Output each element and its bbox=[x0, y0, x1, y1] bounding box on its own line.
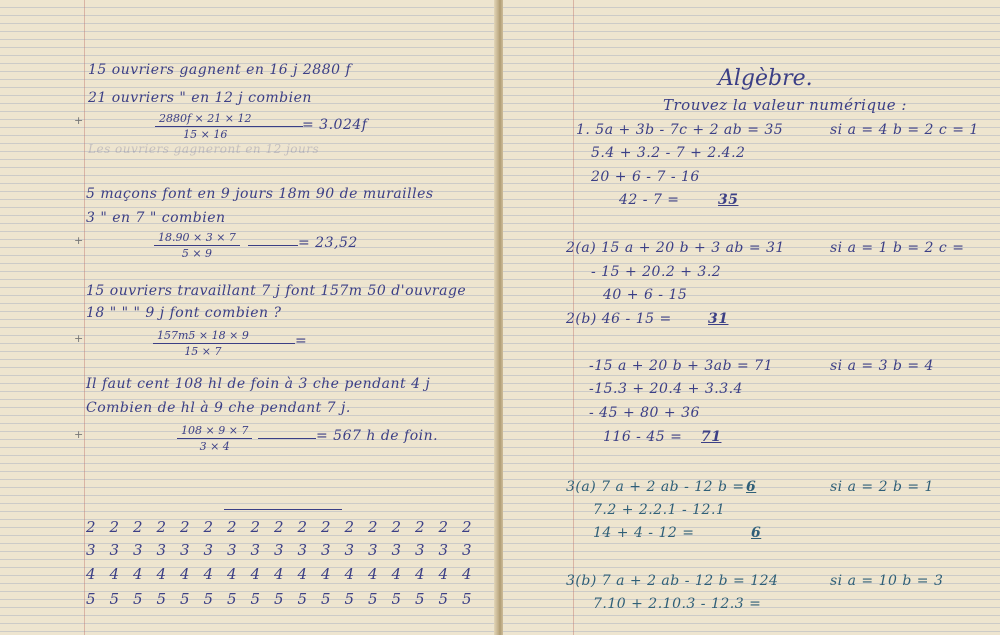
problem4-line2: Combien de hl à 9 che pendant 7 j. bbox=[86, 400, 351, 416]
margin-mark: + bbox=[74, 428, 84, 441]
digit: 2 bbox=[321, 518, 331, 536]
digit-row-2 bbox=[86, 518, 486, 536]
digit: 5 bbox=[297, 590, 308, 608]
ex2b-line: 2(b) 46 - 15 = bbox=[566, 311, 672, 327]
digit: 5 bbox=[250, 590, 261, 608]
digit: 5 bbox=[344, 590, 355, 608]
ex2c-step3: 116 - 45 = bbox=[603, 429, 683, 445]
digit: 3 bbox=[297, 541, 308, 559]
ex1-step1: 5.4 + 3.2 - 7 + 2.4.2 bbox=[591, 145, 746, 161]
ex3b-expression: 3(b) 7 a + 2 ab - 12 b = 124 bbox=[566, 573, 779, 589]
fraction-numerator: 108 × 9 × 7 bbox=[177, 424, 252, 439]
digit: 2 bbox=[297, 518, 308, 536]
problem3-fraction bbox=[153, 329, 253, 358]
digit: 2 bbox=[180, 518, 190, 536]
page-subtitle: Trouvez la valeur numérique : bbox=[663, 96, 907, 114]
problem4-result: = 567 h de foin. bbox=[316, 428, 439, 444]
ex2b-answer: 31 bbox=[708, 311, 729, 327]
ex2c-step2: - 45 + 80 + 36 bbox=[589, 405, 700, 421]
digit: 3 bbox=[227, 541, 237, 559]
digit: 5 bbox=[462, 590, 472, 608]
digit: 4 bbox=[321, 565, 331, 583]
digit: 5 bbox=[274, 590, 284, 608]
digit-row-5 bbox=[86, 590, 486, 608]
digit: 5 bbox=[391, 590, 402, 608]
digit: 4 bbox=[438, 565, 449, 583]
digit: 3 bbox=[250, 541, 261, 559]
digit: 3 bbox=[368, 541, 378, 559]
ex2c-answer: 71 bbox=[701, 429, 722, 445]
digit-row-3 bbox=[86, 541, 486, 559]
ex3a-inline-answer: 6 bbox=[746, 479, 757, 495]
problem3-line2: 18 " " " 9 j font combien ? bbox=[86, 305, 282, 321]
digit: 4 bbox=[86, 565, 96, 583]
digit: 5 bbox=[368, 590, 378, 608]
fraction-rule bbox=[248, 245, 298, 246]
ex2a-step2: 40 + 6 - 15 bbox=[603, 287, 688, 303]
fraction-numerator: 2880f × 21 × 12 bbox=[155, 112, 255, 127]
problem1-fraction bbox=[155, 112, 255, 141]
digit: 2 bbox=[250, 518, 261, 536]
ex3b-condition: si a = 10 b = 3 bbox=[830, 573, 944, 589]
ex3a-step2: 14 + 4 - 12 = bbox=[593, 525, 695, 541]
problem1-line1: 15 ouvriers gagnent en 16 j 2880 f bbox=[88, 62, 352, 78]
digit: 2 bbox=[109, 518, 120, 536]
digit: 2 bbox=[86, 518, 96, 536]
digit: 5 bbox=[227, 590, 237, 608]
problem1-result: = 3.024f bbox=[302, 117, 368, 133]
margin-mark: + bbox=[74, 234, 84, 247]
left-page bbox=[0, 0, 497, 635]
margin-line bbox=[84, 0, 85, 635]
digit: 2 bbox=[368, 518, 378, 536]
digit: 4 bbox=[462, 565, 472, 583]
digit: 4 bbox=[344, 565, 355, 583]
digit: 5 bbox=[438, 590, 449, 608]
ex2a-expression: 2(a) 15 a + 20 b + 3 ab = 31 bbox=[566, 240, 785, 256]
separator-line bbox=[224, 509, 342, 510]
fraction-numerator: 157m5 × 18 × 9 bbox=[153, 329, 253, 344]
fraction-denominator: 3 × 4 bbox=[199, 440, 230, 453]
digit: 3 bbox=[438, 541, 449, 559]
digit: 3 bbox=[391, 541, 402, 559]
digit: 3 bbox=[203, 541, 214, 559]
problem4-fraction bbox=[177, 424, 252, 453]
digit: 3 bbox=[462, 541, 472, 559]
ex3b-step1: 7.10 + 2.10.3 - 12.3 = bbox=[593, 596, 762, 612]
problem3-result: = bbox=[295, 333, 308, 349]
digit: 4 bbox=[391, 565, 402, 583]
right-page bbox=[503, 0, 1000, 635]
digit-row-4 bbox=[86, 565, 486, 583]
problem2-fraction bbox=[154, 231, 240, 260]
digit: 3 bbox=[86, 541, 96, 559]
faint-text: Les ouvriers gagneront en 12 jours bbox=[88, 142, 320, 156]
digit: 2 bbox=[438, 518, 449, 536]
ex1-condition: si a = 4 b = 2 c = 1 bbox=[830, 122, 979, 138]
digit: 5 bbox=[321, 590, 331, 608]
digit: 3 bbox=[133, 541, 143, 559]
fraction-rule bbox=[240, 343, 295, 344]
problem2-line2: 3 " en 7 " combien bbox=[86, 210, 226, 226]
problem1-line2: 21 ouvriers " en 12 j combien bbox=[88, 90, 312, 106]
digit: 5 bbox=[133, 590, 143, 608]
ex1-expression: 1. 5a + 3b - 7c + 2 ab = 35 bbox=[576, 122, 784, 138]
digit: 4 bbox=[133, 565, 143, 583]
fraction-denominator: 15 × 16 bbox=[183, 128, 228, 141]
fraction-numerator: 18.90 × 3 × 7 bbox=[154, 231, 240, 246]
ex1-answer: 35 bbox=[718, 192, 739, 208]
fraction-denominator: 5 × 9 bbox=[181, 247, 213, 260]
ex3a-answer: 6 bbox=[751, 525, 762, 541]
digit: 4 bbox=[227, 565, 237, 583]
digit: 2 bbox=[391, 518, 402, 536]
digit: 2 bbox=[462, 518, 472, 536]
digit: 3 bbox=[180, 541, 190, 559]
digit: 4 bbox=[109, 565, 120, 583]
digit: 5 bbox=[86, 590, 96, 608]
digit: 3 bbox=[321, 541, 331, 559]
digit: 4 bbox=[297, 565, 308, 583]
page-title: Algèbre. bbox=[718, 66, 813, 91]
digit: 3 bbox=[415, 541, 425, 559]
ex1-step3: 42 - 7 = bbox=[619, 192, 680, 208]
margin-mark: + bbox=[74, 114, 84, 127]
digit: 4 bbox=[250, 565, 261, 583]
digit: 4 bbox=[368, 565, 378, 583]
digit: 4 bbox=[274, 565, 284, 583]
fraction-denominator: 15 × 7 bbox=[184, 345, 222, 358]
ex3a-condition: si a = 2 b = 1 bbox=[830, 479, 934, 495]
digit: 5 bbox=[109, 590, 120, 608]
ex1-step2: 20 + 6 - 7 - 16 bbox=[591, 169, 700, 185]
digit: 4 bbox=[180, 565, 190, 583]
digit: 5 bbox=[180, 590, 190, 608]
digit: 2 bbox=[344, 518, 355, 536]
ex3a-step1: 7.2 + 2.2.1 - 12.1 bbox=[593, 502, 726, 518]
digit: 3 bbox=[274, 541, 284, 559]
digit: 4 bbox=[156, 565, 167, 583]
fraction-rule bbox=[255, 126, 303, 127]
digit: 4 bbox=[203, 565, 214, 583]
digit: 3 bbox=[344, 541, 355, 559]
problem2-line1: 5 maçons font en 9 jours 18m 90 de murailles bbox=[86, 186, 434, 202]
ex2c-step1: -15.3 + 20.4 + 3.3.4 bbox=[589, 381, 743, 397]
digit: 5 bbox=[156, 590, 167, 608]
digit: 5 bbox=[415, 590, 425, 608]
digit: 2 bbox=[274, 518, 284, 536]
ex3a-expression: 3(a) 7 a + 2 ab - 12 b = bbox=[566, 479, 745, 495]
digit: 4 bbox=[415, 565, 425, 583]
margin-mark: + bbox=[74, 332, 84, 345]
digit: 2 bbox=[133, 518, 143, 536]
digit: 5 bbox=[203, 590, 214, 608]
problem2-result: = 23,52 bbox=[298, 235, 358, 251]
problem3-line1: 15 ouvriers travaillant 7 j font 157m 50 d'ouvrage bbox=[86, 283, 467, 299]
digit: 3 bbox=[109, 541, 120, 559]
ex2a-condition: si a = 1 b = 2 c = bbox=[830, 240, 965, 256]
digit: 2 bbox=[203, 518, 214, 536]
ex2c-expression: -15 a + 20 b + 3ab = 71 bbox=[589, 358, 773, 374]
fraction-rule bbox=[258, 438, 316, 439]
digit: 2 bbox=[156, 518, 167, 536]
ex2c-condition: si a = 3 b = 4 bbox=[830, 358, 934, 374]
digit: 2 bbox=[415, 518, 425, 536]
problem4-line1: Il faut cent 108 hl de foin à 3 che pendant 4 j bbox=[86, 376, 431, 392]
digit: 3 bbox=[156, 541, 167, 559]
ex2a-step1: - 15 + 20.2 + 3.2 bbox=[591, 264, 722, 280]
digit: 2 bbox=[227, 518, 237, 536]
